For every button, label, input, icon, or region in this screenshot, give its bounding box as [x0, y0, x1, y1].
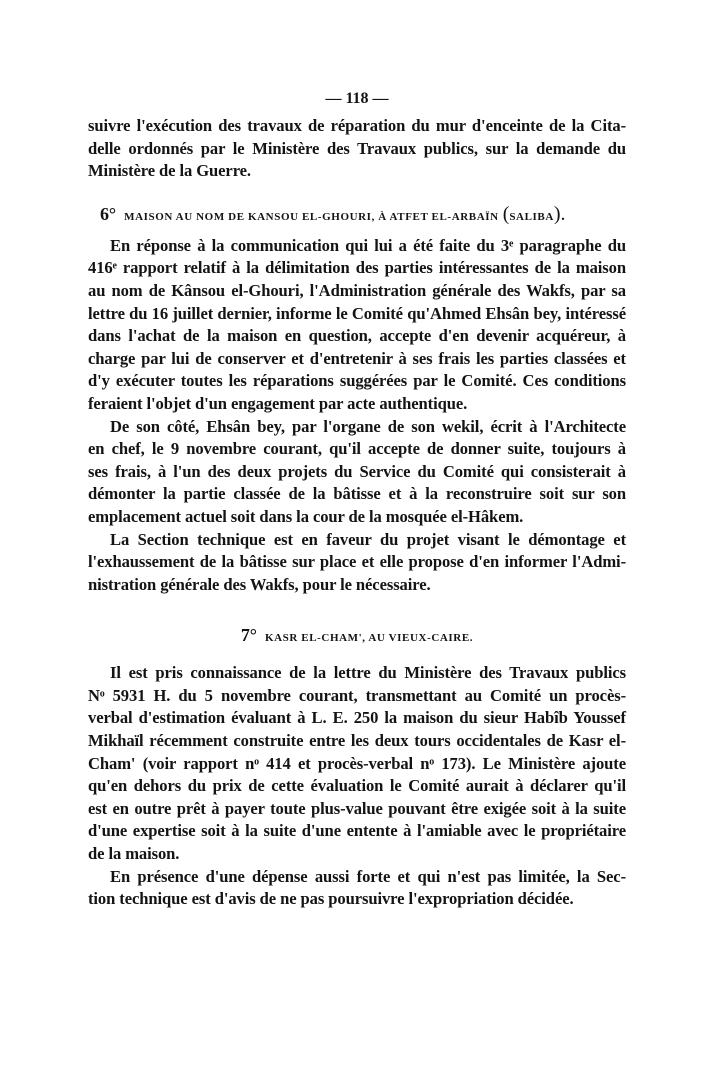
- text-line: de la maison.: [88, 844, 180, 864]
- text-line: d'y exécuter toutes les réparations suggérées par le Comité. Ces conditions: [88, 371, 626, 391]
- section7-paragraph-2: [88, 866, 626, 911]
- text-line: Ministère de la Guerre.: [88, 161, 251, 181]
- section6-paragraph-1: [88, 235, 626, 416]
- text-line: d'une expertise soit à la suite d'une entente à l'amiable avec le propriétaire: [88, 821, 626, 841]
- section6-paragraph-3: [88, 529, 626, 597]
- section-title: MAISON AU NOM DE KANSOU EL-GHOURI, À ATFET EL-ARBAÏN: [124, 210, 499, 223]
- paren-open: (: [502, 202, 510, 225]
- text-line: au nom de Kânsou el-Ghouri, l'Administration générale des Wakfs, par sa: [88, 280, 626, 300]
- text-line: charge par lui de conserver et d'entretenir à ses frais les parties classées et: [88, 348, 626, 368]
- section6-paragraph-2: [88, 416, 626, 529]
- book-page: [88, 88, 626, 911]
- text-line: démonter la partie classée de la bâtisse et à la reconstruire soit sur son: [88, 484, 626, 504]
- text-line: La Section technique est en faveur du projet visant le démontage et: [110, 529, 626, 549]
- text-line: De son côté, Ehsân bey, par l'organe de son wekil, écrit à l'Architecte: [110, 416, 626, 436]
- section-title: KASR EL-CHAM', AU VIEUX-CAIRE.: [264, 632, 474, 645]
- section-heading-7: [88, 623, 626, 650]
- paren-close: ).: [553, 202, 566, 225]
- text-line: Mikhaïl récemment construite entre les deux tours occidentales de Kasr el-: [88, 731, 626, 751]
- text-line: En présence d'une dépense aussi forte et qui n'est pas limitée, la Sec-: [110, 866, 626, 886]
- text-line: l'exhaussement de la bâtisse sur place et elle propose d'en informer l'Admi-: [88, 552, 626, 572]
- text-line: qu'en dehors du prix de cette évaluation le Comité aurait à déclarer qu'il: [88, 776, 626, 796]
- text-line: delle ordonnés par le Ministère des Travaux publics, sur la demande du: [88, 138, 626, 158]
- text-line: suivre l'exécution des travaux de réparation du mur d'enceinte de la Cita-: [88, 116, 626, 135]
- text-line: Cham' (voir rapport nᵒ 414 et procès-verbal nᵒ 173). Le Ministère ajoute: [88, 753, 626, 773]
- text-line: tion technique est d'avis de ne pas poursuivre l'expropriation décidée.: [88, 889, 574, 909]
- text-line: dans l'achat de la maison en question, accepte d'en devenir acquéreur, à: [88, 326, 626, 346]
- text-line: 416ᵉ rapport relatif à la délimitation des parties intéressantes de la maison: [88, 258, 626, 278]
- text-line: feraient l'objet d'un engagement par acte authentique.: [88, 393, 468, 413]
- section-number: 7°: [240, 625, 257, 646]
- text-line: nistration générale des Wakfs, pour le nécessaire.: [88, 574, 431, 594]
- text-line: Nᵒ 5931 H. du 5 novembre courant, transmettant au Comité un procès-: [88, 685, 626, 705]
- text-line: En réponse à la communication qui lui a été faite du 3ᵉ paragraphe du: [110, 235, 626, 255]
- section-locality: SALIBA: [509, 210, 554, 223]
- text-line: est en outre prêt à payer toute plus-value pouvant être exigée soit à la suite: [88, 798, 626, 818]
- text-line: emplacement actuel soit dans la cour de la mosquée el-Hâkem.: [88, 506, 524, 526]
- intro-paragraph: [88, 115, 626, 183]
- section-number: 6°: [100, 203, 116, 224]
- text-line: verbal d'estimation évaluant à L. E. 250 la maison du sieur Habîb Youssef: [88, 708, 626, 728]
- section7-paragraph-1: [88, 662, 626, 865]
- text-line: ses frais, à l'un des deux projets du Service du Comité qui consisterait à: [88, 461, 626, 481]
- text-line: en chef, le 9 novembre courant, qu'il accepte de donner suite, toujours à: [88, 439, 626, 459]
- section-heading-6: [88, 202, 626, 229]
- page-number: — 118 —: [325, 90, 389, 107]
- text-line: lettre du 16 juillet dernier, informe le Comité qu'Ahmed Ehsân bey, intéressé: [88, 303, 626, 323]
- text-line: Il est pris connaissance de la lettre du Ministère des Travaux publics: [110, 663, 626, 683]
